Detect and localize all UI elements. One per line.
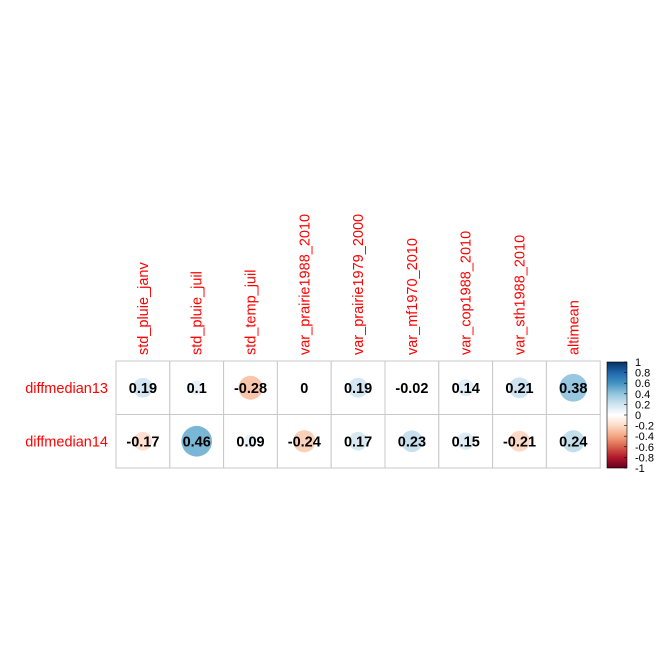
- corr-value: 0.21: [505, 380, 534, 397]
- corr-value: 0.24: [559, 434, 588, 451]
- colorbar-ticks: [624, 357, 654, 475]
- colorbar-tick-label: 0.4: [635, 388, 651, 401]
- column-label: std_pluie_juil: [189, 271, 206, 355]
- corr-value: 0: [300, 380, 309, 397]
- colorbar-tick-label: 0: [635, 410, 642, 422]
- corr-value: -0.24: [287, 434, 321, 451]
- column-label: altimean: [566, 300, 583, 355]
- column-label: std_pluie_janv: [135, 262, 152, 355]
- corr-value: 0.23: [397, 434, 427, 451]
- column-labels: [136, 214, 582, 355]
- corr-value: 0.19: [343, 380, 373, 397]
- corr-value: 0.17: [343, 434, 373, 451]
- corr-value: -0.21: [502, 434, 537, 451]
- corr-value: 0.09: [236, 434, 265, 451]
- colorbar-tick-label: -0.8: [635, 452, 654, 465]
- corr-value: 0.15: [451, 434, 480, 451]
- column-label: var_prairie1979_2000: [351, 213, 368, 355]
- row-label: diffmedian13: [25, 380, 108, 397]
- column-label: var_mf1970_2010: [404, 238, 421, 355]
- colorbar-tick-label: -0.6: [635, 441, 654, 454]
- corr-value: -0.17: [126, 434, 160, 451]
- column-label: std_temp_juil: [243, 269, 260, 355]
- column-label: var_cop1988_2010: [458, 230, 475, 355]
- colorbar-tick-label: -0.4: [635, 431, 654, 444]
- column-label: var_prairie1988_2010: [297, 213, 314, 355]
- colorbar-tick-label: 0.2: [635, 399, 651, 412]
- colorbar-tick-label: 0.8: [635, 367, 651, 380]
- colorbar-tick-label: -1: [635, 463, 645, 475]
- corr-value: -0.28: [233, 380, 268, 397]
- corr-value: 0.1: [186, 380, 207, 397]
- row-labels: [25, 381, 108, 451]
- row-label: diffmedian14: [25, 434, 108, 451]
- corr-value: 0.19: [128, 380, 158, 397]
- corr-value: 0.46: [182, 434, 211, 451]
- colorbar-tick-label: 0.6: [635, 378, 651, 391]
- colorbar-tick-label: -0.2: [635, 420, 654, 433]
- column-label: var_sth1988_2010: [512, 234, 529, 355]
- corr-value: 0.14: [451, 380, 480, 397]
- colorbar: [607, 357, 654, 475]
- corr-value: 0.38: [559, 380, 588, 397]
- colorbar-tick-label: 1: [635, 357, 642, 369]
- corr-value: -0.02: [395, 380, 429, 397]
